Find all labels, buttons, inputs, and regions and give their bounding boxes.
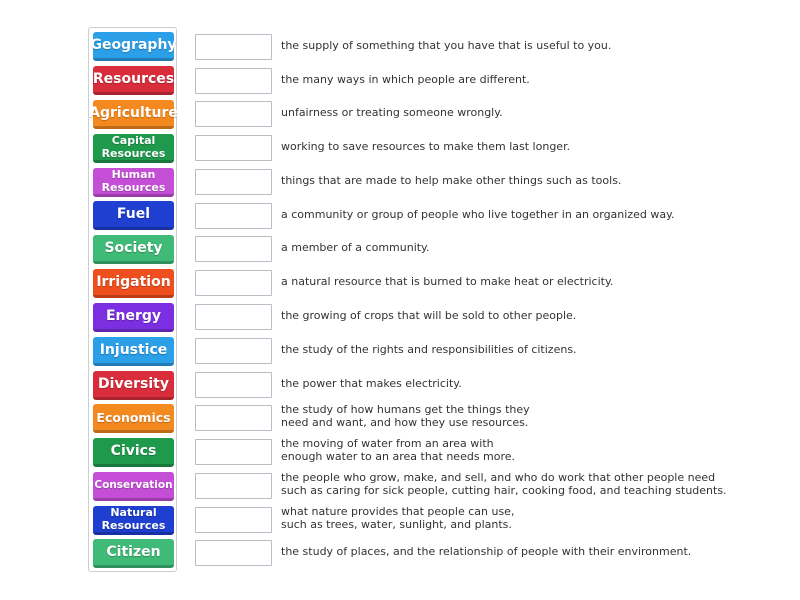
term-label: Diversity — [98, 375, 169, 392]
definition-line-1: the many ways in which people are different. — [281, 72, 530, 86]
term-tile-human-resources[interactable] — [93, 168, 174, 197]
definition-6 — [281, 200, 781, 228]
definition-line-1: working to save resources to make them last longer. — [281, 139, 571, 153]
term-label: Agriculture — [89, 104, 178, 121]
definition-2 — [281, 65, 781, 93]
definition-line-1: things that are made to help make other things such as tools. — [281, 173, 622, 187]
definition-line-2: such as caring for sick people, cutting hair, cooking food, and teaching students. — [281, 484, 727, 497]
term-tile-agriculture[interactable] — [89, 100, 178, 129]
answer-slot-16[interactable] — [195, 540, 272, 566]
definition-16 — [281, 537, 781, 565]
answer-slot-11[interactable] — [195, 372, 272, 398]
term-label: Society — [104, 239, 163, 256]
definition-10 — [281, 335, 781, 363]
term-label: Civics — [110, 442, 157, 459]
definition-1 — [281, 31, 781, 59]
term-label: Natural Resources — [101, 506, 166, 532]
definition-3 — [281, 98, 781, 126]
term-tile-resources[interactable] — [93, 66, 174, 95]
term-label: Geography — [90, 36, 177, 53]
term-label: Injustice — [99, 341, 168, 358]
term-tile-irrigation[interactable] — [93, 269, 174, 298]
definition-line-2: need and want, and how they use resources. — [281, 416, 529, 429]
term-tile-diversity[interactable] — [93, 371, 174, 400]
term-tile-energy[interactable] — [93, 303, 174, 332]
answer-slot-9[interactable] — [195, 304, 272, 330]
answer-slot-1[interactable] — [195, 34, 272, 60]
definition-line-1: the study of places, and the relationship of people with their environment. — [281, 544, 692, 558]
definition-line-1: the people who grow, make, and sell, and who do work that other people need — [281, 471, 716, 484]
word-bank — [88, 27, 177, 572]
definition-line-1: a natural resource that is burned to make heat or electricity. — [281, 274, 614, 288]
definition-line-2: enough water to an area that needs more. — [281, 450, 516, 463]
answer-slot-3[interactable] — [195, 101, 272, 127]
definition-line-1: what nature provides that people can use, — [281, 505, 515, 518]
definition-9 — [281, 301, 781, 329]
definition-7 — [281, 233, 781, 261]
term-label: Energy — [105, 307, 162, 324]
answer-slot-4[interactable] — [195, 135, 272, 161]
definition-line-1: unfairness or treating someone wrongly. — [281, 105, 503, 119]
definition-line-2: such as trees, water, sunlight, and plants. — [281, 518, 512, 531]
term-label: Human Resources — [101, 168, 166, 194]
term-label: Conservation — [94, 478, 173, 491]
term-tile-conservation[interactable] — [93, 472, 174, 501]
term-tile-injustice[interactable] — [93, 337, 174, 366]
definition-line-1: the study of how humans get the things they — [281, 403, 530, 416]
term-label: Economics — [96, 409, 171, 425]
term-tile-economics[interactable] — [93, 404, 174, 433]
definition-line-1: the supply of something that you have that is useful to you. — [281, 38, 612, 52]
term-label: Irrigation — [96, 273, 171, 290]
term-tile-citizen[interactable] — [93, 539, 174, 568]
answer-slot-15[interactable] — [195, 507, 272, 533]
definition-12 — [281, 402, 781, 430]
answer-slot-13[interactable] — [195, 439, 272, 465]
definition-line-1: a community or group of people who live together in an organized way. — [281, 207, 675, 221]
answer-slot-5[interactable] — [195, 169, 272, 195]
term-label: Capital Resources — [101, 134, 166, 160]
definition-line-1: a member of a community. — [281, 240, 430, 254]
definition-4 — [281, 132, 781, 160]
definition-14 — [281, 470, 781, 498]
definition-5 — [281, 166, 781, 194]
definition-line-1: the growing of crops that will be sold to other people. — [281, 308, 577, 322]
definition-8 — [281, 267, 781, 295]
answer-slot-2[interactable] — [195, 68, 272, 94]
definition-line-1: the moving of water from an area with — [281, 437, 494, 450]
term-tile-capital-resources[interactable] — [93, 134, 174, 163]
definition-line-1: the study of the rights and responsibilities of citizens. — [281, 342, 577, 356]
term-label: Citizen — [106, 543, 161, 560]
answer-slot-10[interactable] — [195, 338, 272, 364]
term-tile-fuel[interactable] — [93, 201, 174, 230]
answer-slot-7[interactable] — [195, 236, 272, 262]
term-tile-geography[interactable] — [90, 32, 177, 61]
term-tile-civics[interactable] — [93, 438, 174, 467]
term-label: Resources — [92, 70, 175, 87]
answer-slot-6[interactable] — [195, 203, 272, 229]
definition-11 — [281, 369, 781, 397]
answer-slot-14[interactable] — [195, 473, 272, 499]
answer-slot-12[interactable] — [195, 405, 272, 431]
term-tile-society[interactable] — [93, 235, 174, 264]
term-label: Fuel — [116, 205, 151, 222]
definition-line-1: the power that makes electricity. — [281, 376, 462, 390]
answer-slot-8[interactable] — [195, 270, 272, 296]
definition-15 — [281, 504, 781, 532]
definition-13 — [281, 436, 781, 464]
term-tile-natural-resources[interactable] — [93, 506, 174, 535]
